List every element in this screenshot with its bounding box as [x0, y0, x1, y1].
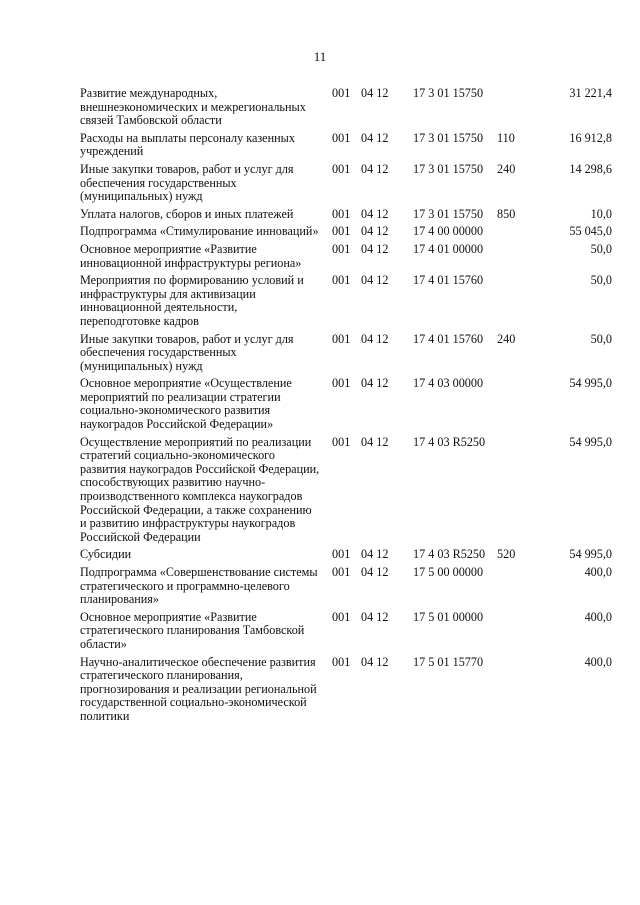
ministry-code: 001: [332, 273, 351, 288]
item-name: Мероприятия по формированию условий и инфраструктуры для активизации инновационной деятельности, переподготовке кадров: [80, 273, 304, 328]
table-row: [80, 87, 612, 128]
item-name: Основное мероприятие «Развитие стратегического планирования Тамбовской области»: [80, 609, 305, 651]
expense-type-code: 520: [497, 547, 516, 562]
ministry-code: 001: [332, 206, 351, 221]
target-code: 17 4 03 R5250: [413, 434, 486, 449]
table-row: [80, 208, 612, 222]
ministry-code: 001: [332, 565, 351, 579]
target-code: 17 4 03 R5250: [413, 547, 486, 562]
target-code: 17 5 01 15770: [413, 654, 484, 669]
expense-type-code: 240: [497, 161, 516, 176]
amount: 50,0: [590, 241, 612, 256]
item-name: Расходы на выплаты персоналу казенных учреждений: [80, 130, 295, 159]
section-code: 04 12: [361, 206, 389, 221]
expense-type-code: 850: [497, 206, 516, 221]
table-row: [80, 377, 612, 431]
ministry-code: 001: [332, 241, 351, 256]
budget-table: [80, 87, 612, 728]
item-name: Подпрограмма «Стимулирование инноваций»: [80, 224, 319, 239]
page-number: 11: [313, 49, 327, 64]
target-code: 17 4 00 00000: [413, 224, 484, 239]
section-code: 04 12: [361, 86, 389, 100]
target-code: 17 3 01 15750: [413, 206, 484, 221]
section-code: 04 12: [361, 161, 389, 176]
ministry-code: 001: [332, 609, 351, 624]
section-code: 04 12: [361, 376, 389, 391]
amount: 54 995,0: [569, 434, 612, 449]
target-code: 17 4 01 00000: [413, 241, 484, 256]
ministry-code: 001: [332, 130, 351, 145]
amount: 400,0: [584, 609, 612, 624]
section-code: 04 12: [361, 654, 389, 669]
table-row: [80, 548, 612, 562]
amount: 16 912,8: [569, 130, 612, 145]
item-name: Научно-аналитическое обеспечение развития стратегического планирования, прогнозирования и реализации региональной государственной социально-экономической политики: [80, 654, 317, 723]
item-name: Подпрограмма «Совершенствование системы стратегического и программно-целевого планирования»: [80, 565, 318, 607]
target-code: 17 5 00 00000: [413, 565, 484, 579]
section-code: 04 12: [361, 130, 389, 145]
amount: 50,0: [590, 331, 612, 346]
amount: 400,0: [584, 654, 612, 669]
table-row: [80, 274, 612, 328]
target-code: 17 3 01 15750: [413, 161, 484, 176]
section-code: 04 12: [361, 331, 389, 346]
section-code: 04 12: [361, 609, 389, 624]
table-row: [80, 132, 612, 159]
ministry-code: 001: [332, 86, 351, 100]
item-name: Субсидии: [80, 547, 132, 562]
ministry-code: 001: [332, 224, 351, 239]
expense-type-code: 240: [497, 331, 516, 346]
target-code: 17 4 01 15760: [413, 331, 484, 346]
amount: 55 045,0: [569, 224, 612, 239]
table-row: [80, 163, 612, 204]
item-name: Основное мероприятие «Осуществление мероприятий по реализации стратегии социально-экономического развития наукоградов Российской Федерации»: [80, 376, 292, 432]
item-name: Основное мероприятие «Развитие инновационной инфраструктуры региона»: [80, 241, 302, 270]
table-row: [80, 656, 612, 724]
target-code: 17 3 01 15750: [413, 130, 484, 145]
section-code: 04 12: [361, 273, 389, 288]
item-name: Уплата налогов, сборов и иных платежей: [80, 206, 294, 221]
ministry-code: 001: [332, 331, 351, 346]
amount: 31 221,4: [569, 86, 612, 100]
section-code: 04 12: [361, 241, 389, 256]
target-code: 17 5 01 00000: [413, 609, 484, 624]
item-name: Осуществление мероприятий по реализации стратегий социально-экономического развития наукоградов Российской Федерации, способствующих развитию научно-производственного комплекса наукоградов Российской Федерации, а также сохранению и развитию инфраструктуры наукоградов Российской Федерации: [80, 434, 320, 544]
ministry-code: 001: [332, 376, 351, 391]
section-code: 04 12: [361, 224, 389, 239]
target-code: 17 4 01 15760: [413, 273, 484, 288]
section-code: 04 12: [361, 565, 389, 579]
table-row: [80, 566, 612, 607]
amount: 14 298,6: [569, 161, 612, 176]
ministry-code: 001: [332, 161, 351, 176]
item-name: Иные закупки товаров, работ и услуг для обеспечения государственных (муниципальных) нужд: [80, 161, 294, 204]
target-code: 17 4 03 00000: [413, 376, 484, 391]
amount: 400,0: [584, 565, 612, 579]
amount: 54 995,0: [569, 547, 612, 562]
table-row: [80, 611, 612, 652]
amount: 54 995,0: [569, 376, 612, 391]
section-code: 04 12: [361, 434, 389, 449]
item-name: Иные закупки товаров, работ и услуг для обеспечения государственных (муниципальных) нужд: [80, 331, 294, 373]
section-code: 04 12: [361, 547, 389, 562]
table-row: [80, 333, 612, 374]
ministry-code: 001: [332, 654, 351, 669]
item-name: Развитие международных, внешнеэкономических и межрегиональных связей Тамбовской области: [80, 86, 306, 128]
amount: 50,0: [590, 273, 612, 288]
expense-type-code: 110: [497, 130, 515, 145]
ministry-code: 001: [332, 547, 351, 562]
table-row: [80, 225, 612, 239]
table-row: [80, 436, 612, 545]
amount: 10,0: [590, 206, 612, 221]
target-code: 17 3 01 15750: [413, 86, 484, 100]
ministry-code: 001: [332, 434, 351, 449]
table-row: [80, 243, 612, 270]
